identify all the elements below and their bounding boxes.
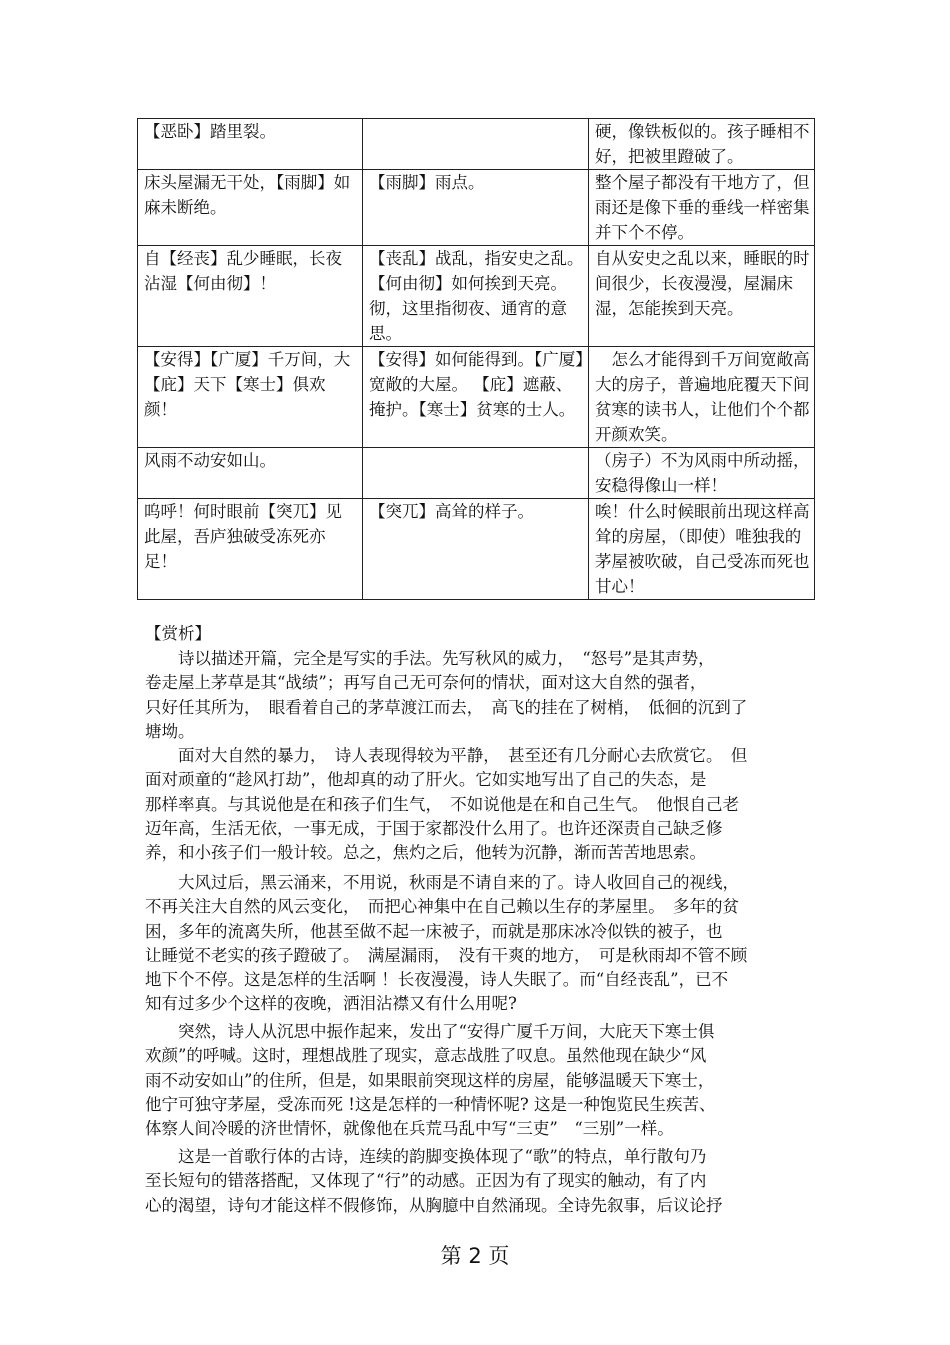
appreciation-paragraph-2 bbox=[145, 744, 810, 865]
appreciation-paragraph-3 bbox=[145, 871, 810, 1017]
text-line: 这是一首歌行体的古诗，连续的韵脚变换体现了“歌”的特点，单行散句乃 bbox=[145, 1147, 707, 1166]
text-line: 面对顽童的“趁风打劫”，他却真的动了肝火。它如实地写出了自己的失态，是 bbox=[145, 770, 707, 790]
table-row bbox=[138, 499, 815, 600]
text-line: 诗以描述开篇，完全是写实的手法。先写秋风的威力， “怒号”是其声势， bbox=[145, 649, 715, 668]
text-line: 地下个不停。这是怎样的生活啊 ！长夜漫漫，诗人失眠了。而“自经丧乱”，已不 bbox=[145, 970, 729, 990]
text-line: 卷走屋上茅草是其“战绩”；再写自己无可奈何的情状，面对这大自然的强者， bbox=[145, 673, 707, 693]
text-line: 大风过后，黑云涌来，不用说，秋雨是不请自来的了。诗人收回自己的视线， bbox=[145, 873, 739, 892]
translation-cell: 怎么才能得到千万间宽敞高大的房子，普遍地庇覆天下间贫寒的读书人，让他们个个都开颜欢笑。 bbox=[589, 347, 815, 448]
note-cell bbox=[363, 448, 589, 499]
text-line: 养，和小孩子们一般计较。总之，焦灼之后，他转为沉静，渐而苦苦地思索。 bbox=[145, 843, 706, 863]
source-cell: 自【经丧】乱少睡眠，长夜沾湿【何由彻】！ bbox=[138, 246, 363, 347]
text-line: 突然，诗人从沉思中振作起来，发出了“安得广厦千万间，大庇天下寒士俱 bbox=[145, 1022, 715, 1041]
table-row bbox=[138, 347, 815, 448]
text-line: 心的渴望，诗句才能这样不假修饰，从胸臆中自然涌现。全诗先叙事，后议论抒 bbox=[145, 1195, 723, 1215]
text-line: 只好任其所为， 眼看着自己的茅草渡江而去， 高飞的挂在了树梢， 低徊的沉到了 bbox=[145, 697, 748, 717]
page-number: 第 2 页 bbox=[440, 1244, 510, 1268]
source-cell: 【恶卧】踏里裂。 bbox=[138, 119, 363, 170]
text-line: 困，多年的流离失所，他甚至做不起一床被子，而就是那床冰冷似铁的被子，也 bbox=[145, 921, 723, 941]
table-row bbox=[138, 246, 815, 347]
appreciation-paragraph-1 bbox=[145, 647, 810, 744]
note-cell: 【丧乱】战乱，指安史之乱。【何由彻】如何挨到天亮。彻，这里指彻夜、通宵的意思。 bbox=[363, 246, 589, 347]
table-row bbox=[138, 448, 815, 499]
table-row bbox=[138, 170, 815, 246]
table-row bbox=[138, 119, 815, 170]
translation-cell: 硬，像铁板似的。孩子睡相不好，把被里蹬破了。 bbox=[589, 119, 815, 170]
source-cell: 呜呼！何时眼前【突兀】见此屋，吾庐独破受冻死亦足！ bbox=[138, 499, 363, 600]
text-line: 知有过多少个这样的夜晚，洒泪沾襟又有什么用呢? bbox=[145, 994, 517, 1014]
note-cell: 【雨脚】雨点。 bbox=[363, 170, 589, 246]
text-line: 迈年高，生活无依，一事无成，于国于家都没什么用了。也许还深责自己缺乏修 bbox=[145, 818, 723, 838]
text-line: 那样率真。与其说他是在和孩子们生气， 不如说他是在和自己生气。 他恨自己老 bbox=[145, 794, 739, 814]
translation-cell: 自从安史之乱以来，睡眠的时间很少，长夜漫漫，屋漏床湿，怎能挨到天亮。 bbox=[589, 246, 815, 347]
text-line: 他宁可独守茅屋，受冻而死 !这是怎样的一种情怀呢? 这是一种饱览民生疾苦、 bbox=[145, 1094, 716, 1114]
text-line: 塘坳。 bbox=[145, 721, 195, 741]
text-line: 至长短句的错落搭配，又体现了“行”的动感。正因为有了现实的触动，有了内 bbox=[145, 1171, 707, 1191]
text-line: 雨不动安如山”的住所，但是，如果眼前突现这样的房屋，能够温暖天下寒士， bbox=[145, 1070, 715, 1090]
translation-cell: 整个屋子都没有干地方了，但雨还是像下垂的垂线一样密集并下个不停。 bbox=[589, 170, 815, 246]
note-cell: 【安得】如何能得到。【广厦】宽敞的大屋。 【庇】遮蔽、掩护。【寒士】贫寒的士人。 bbox=[363, 347, 589, 448]
appreciation-paragraph-4 bbox=[145, 1020, 810, 1141]
text-line: 不再关注大自然的风云变化， 而把心神集中在自己赖以生存的茅屋里。 多年的贫 bbox=[145, 897, 739, 917]
text-line: 让睡觉不老实的孩子蹬破了。 满屋漏雨， 没有干爽的地方， 可是秋雨却不管不顾 bbox=[145, 945, 748, 965]
source-cell: 风雨不动安如山。 bbox=[138, 448, 363, 499]
source-cell: 【安得】【广厦】千万间，大【庇】天下【寒士】俱欢颜！ bbox=[138, 347, 363, 448]
translation-cell: （房子）不为风雨中所动摇，安稳得像山一样！ bbox=[589, 448, 815, 499]
annotation-table bbox=[137, 118, 815, 600]
text-line: 面对大自然的暴力， 诗人表现得较为平静， 甚至还有几分耐心去欣赏它。 但 bbox=[145, 746, 748, 765]
appreciation-paragraph-5 bbox=[145, 1145, 810, 1218]
appreciation-heading: 【赏析】 bbox=[145, 624, 211, 643]
note-cell: 【突兀】高耸的样子。 bbox=[363, 499, 589, 600]
text-line: 体察人间冷暖的济世情怀，就像他在兵荒马乱中写“三吏” “三别”一样。 bbox=[145, 1119, 674, 1139]
source-cell: 床头屋漏无干处，【雨脚】如麻未断绝。 bbox=[138, 170, 363, 246]
note-cell bbox=[363, 119, 589, 170]
text-line: 欢颜”的呼喊。这时，理想战胜了现实，意志战胜了叹息。虽然他现在缺少“风 bbox=[145, 1046, 707, 1066]
translation-cell: 唉！什么时候眼前出现这样高耸的房屋，（即使）唯独我的茅屋被吹破，自己受冻而死也甘心！ bbox=[589, 499, 815, 600]
